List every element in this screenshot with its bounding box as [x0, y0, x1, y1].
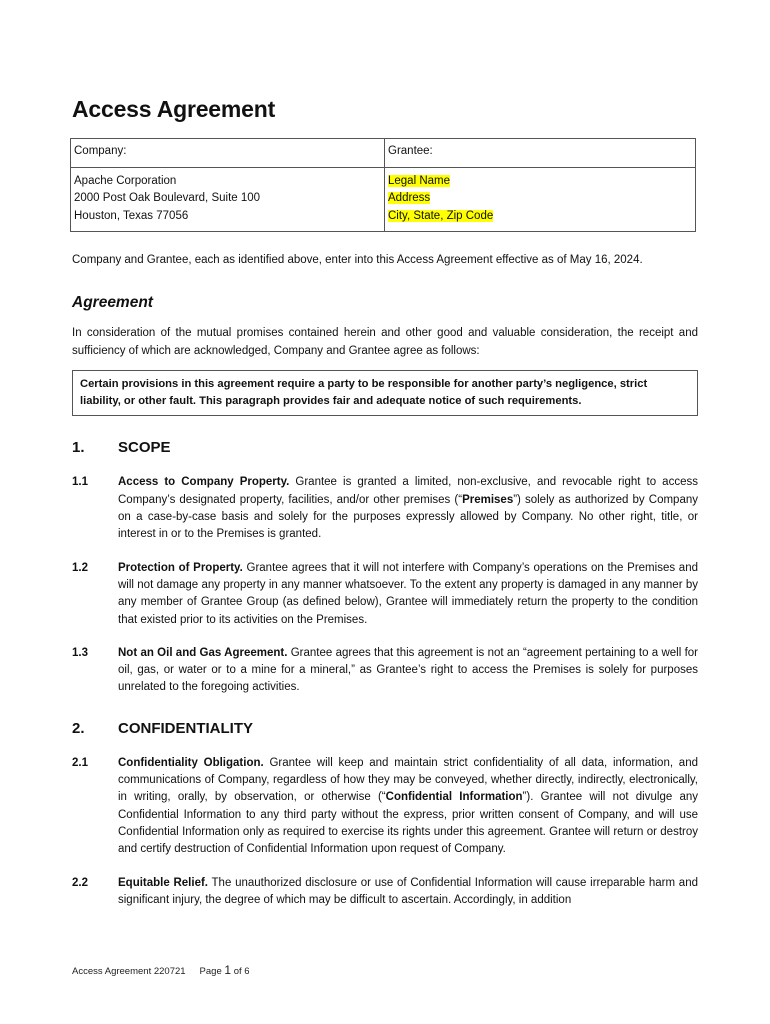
- clause: [72, 645, 698, 697]
- clause-heading: Confidentiality Obligation.: [118, 756, 264, 769]
- notice-box: Certain provisions in this agreement require a party to be responsible for another party’s negligence, strict liability, or other fault. This paragraph provides fair and adequate notice of such requirements.: [72, 370, 698, 417]
- sections-container: [72, 438, 698, 909]
- clause-number: 1.3: [72, 646, 88, 659]
- section-title: CONFIDENTIALITY: [118, 719, 253, 737]
- clause-body: The unauthorized disclosure or use of Confidential Information will cause irreparable harm and significant injury, the degree of which may be difficult to ascertain. Accordingly, in addition: [118, 876, 698, 906]
- agreement-paragraph: In consideration of the mutual promises contained herein and other good and valuable consideration, the receipt and sufficiency of which are acknowledged, Company and Grantee agree as follows:: [72, 327, 698, 357]
- clause-text: [118, 755, 698, 859]
- clause-text: [118, 474, 698, 543]
- parties-table: [70, 138, 696, 232]
- footer-page-total: of 6: [231, 966, 250, 977]
- clause-heading: Protection of Property.: [118, 561, 243, 574]
- clause-number: 2.2: [72, 876, 88, 889]
- document-body: [72, 94, 698, 909]
- section-heading: [72, 438, 698, 458]
- clause: [72, 755, 698, 859]
- page-footer: [72, 962, 250, 980]
- clause-text: [118, 645, 698, 697]
- grantee-address: [385, 168, 696, 232]
- grantee-header: Grantee:: [385, 139, 696, 168]
- section-heading: [72, 719, 698, 739]
- clause-heading: Equitable Relief.: [118, 876, 208, 889]
- grantee-address-field[interactable]: Address: [388, 192, 431, 205]
- grantee-city-field[interactable]: City, State, Zip Code: [388, 209, 494, 222]
- clause-text: [118, 560, 698, 629]
- section-number: 1.: [72, 439, 85, 457]
- clause-body: Grantee will keep and maintain strict confidentiality of all data, information, and communications of Company, regardless of how they may be conveyed, whether directly, indirectly, electronically, in writing, orally, by observation, or otherwise (“: [118, 756, 698, 804]
- clause: [72, 875, 698, 910]
- agreement-heading: Agreement: [72, 294, 153, 312]
- defined-term: Premises: [462, 493, 514, 506]
- company-city: Houston, Texas 77056: [74, 209, 189, 222]
- clause: [72, 560, 698, 629]
- grantee-legal-name-field[interactable]: Legal Name: [388, 175, 451, 187]
- company-address: [71, 168, 385, 232]
- clause-number: 1.1: [72, 476, 88, 489]
- section-title: SCOPE: [118, 439, 171, 457]
- intro-paragraph: Company and Grantee, each as identified above, enter into this Access Agreement effective as of May 16, 2024.: [72, 254, 643, 266]
- company-street: 2000 Post Oak Boulevard, Suite 100: [74, 192, 261, 205]
- clause-body: Grantee is granted a limited, non-exclusive, and revocable right to access Company’s designated property, facilities, and/or other premises (“: [118, 476, 698, 506]
- document-title: Access Agreement: [72, 96, 276, 122]
- clause-heading: Access to Company Property.: [118, 476, 290, 489]
- footer-page-label: Page: [199, 966, 225, 977]
- section-number: 2.: [72, 719, 85, 737]
- clause-number: 1.2: [72, 561, 88, 574]
- company-header: Company:: [71, 139, 385, 168]
- footer-page-number: 1: [224, 963, 232, 977]
- clause-body: Grantee agrees that this agreement is not an “agreement pertaining to a well for oil, gas, or water or to a mine for a mineral,” as Grantee’s right to access the Premises is solely for purposes unrelated to the foregoing activities.: [118, 646, 698, 694]
- company-name: Apache Corporation: [74, 175, 177, 187]
- clause-body: ”) solely as authorized by Company on a case-by-case basis and solely for the purposes expressly allowed by Company. No other right, title, or interest in or to the Premises is granted.: [118, 493, 698, 541]
- defined-term: Confidential Information: [385, 791, 523, 804]
- clause-number: 2.1: [72, 756, 88, 769]
- clause-body: ”). Grantee will not divulge any Confidential Information to any third party without the express, prior written consent of Company, and will use Confidential Information only as required to exercise its rights under this agreement. Grantee will return or destroy and certify destruction of Confidential Information upon request of Company.: [118, 791, 698, 856]
- clause: [72, 474, 698, 543]
- footer-doc-id: Access Agreement 220721: [72, 966, 186, 977]
- clause-heading: Not an Oil and Gas Agreement.: [118, 646, 288, 659]
- clause-text: [118, 875, 698, 910]
- clause-body: Grantee agrees that it will not interfere with Company’s operations on the Premises and will not damage any property in any manner whatsoever. To the extent any property is damaged in any manner by any member of Grantee Group (as defined below), Grantee will immediately return the property to the condition that existed prior to its activities on the Premises.: [118, 561, 698, 626]
